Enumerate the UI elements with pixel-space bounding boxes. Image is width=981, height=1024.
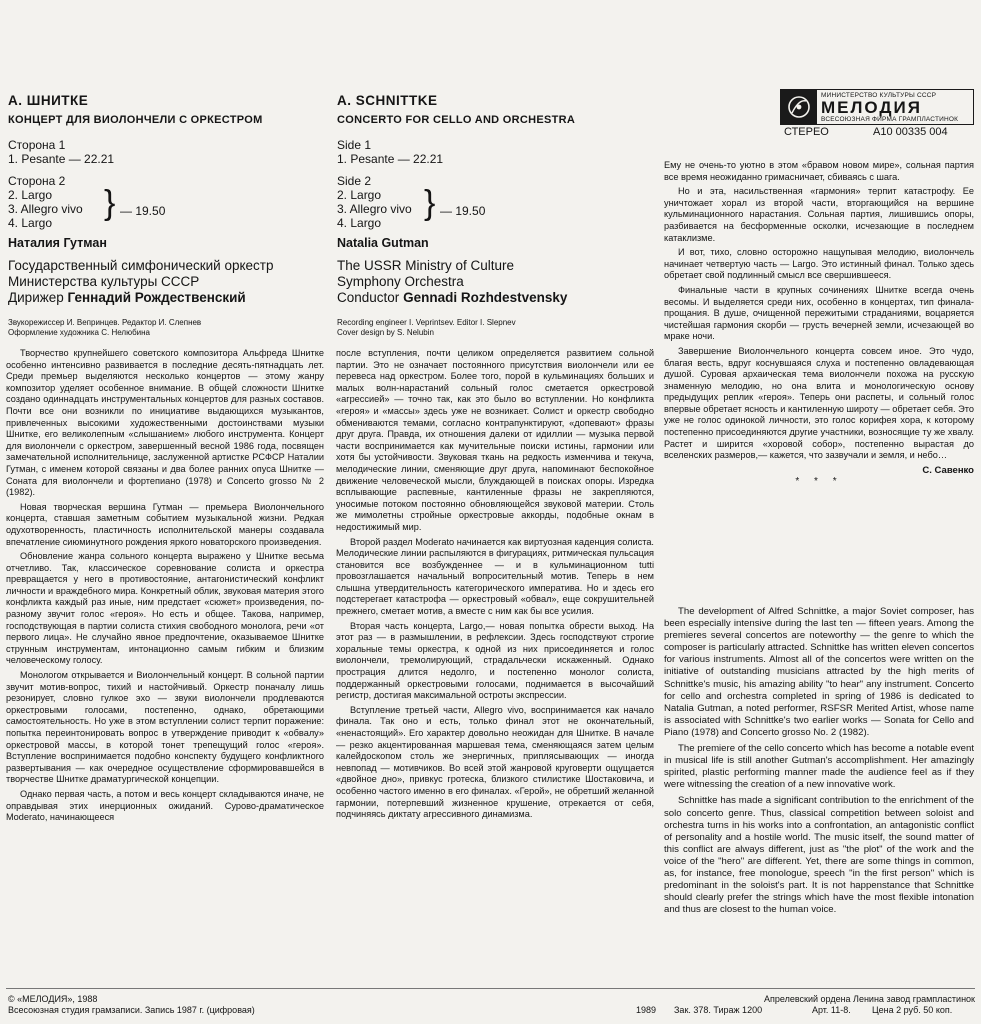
logo-firm: ВСЕСОЮЗНАЯ ФИРМА ГРАМПЛАСТИНОК (821, 115, 959, 123)
paragraph: The development of Alfred Schnittke, a major Soviet composer, has been especially intensive during the last ten — fifteen years. Among the premieres several concertos are noteworthy — the genre to which the composer is particularly attracted. Schnittke has written eleven concertos for various instruments. Almost all of the concertos were written on the initiative of outstanding musicians attracted by the high merits of Schnittke's music, his amazing ability "to hear" any instrument. Concerto for cello and orchestra completed in spring of 1986 is dedicated to Natalia Gutman, a noted performer, RSFSR Merited Artist, whose name is associated with Schnittke's two earlier works — Sonata for Cello and Piano (1978) and Concerto grosso No. 2 (1982). (664, 606, 974, 738)
en-orchestra (337, 258, 567, 306)
paragraph: The premiere of the cello concerto which has become a notable event in musical life is still another Gutman's accomplishment. Her amazingly spirited, plastic performing manner made the audience feel as if they were witnessing the creation of a new innovative work. (664, 743, 974, 791)
footer-copyright: © «МЕЛОДИЯ», 1988 (8, 994, 98, 1004)
en-side2-track: 3. Allegro vivo (337, 202, 412, 216)
brace-icon: } (424, 184, 436, 222)
author-signature: С. Савенко (922, 464, 974, 476)
section-separator: * * * (795, 476, 843, 488)
footer-divider (6, 988, 975, 989)
ru-side2-track: 4. Largo (8, 216, 53, 230)
en-credits (337, 318, 516, 338)
paragraph: Но и эта, насильственная «гармония» терпит катастрофу. Ее уничтожает хорал из второй части, вторгающийся на вершине кульминационного нарастания. Сольная партия, лишившись опоры, разбивается на бесформенные осколки, исчезающие в последнем катаклизме. (664, 186, 974, 243)
catalog-number: А10 00335 004 (873, 126, 948, 138)
paragraph: Финальные части в крупных сочинениях Шнитке всегда очень весомы. И выделяется среди них, особенно в концертах, тип финала-прощания. В душе, очищенной пережитыми страданиями, воцаряется чистейшая гармония скорби — грусть вечерней земли, исчезающей во мраке ночи. (664, 284, 974, 342)
paragraph: Ему не очень-то уютно в этом «бравом новом мире», сольная партия все время неожиданно гримасничает, сбиваясь с шага. (664, 160, 974, 182)
ru-side1-label: Сторона 1 (8, 138, 66, 152)
footer-studio: Всесоюзная студия грамзаписи. Запись 1987 г. (цифровая) (8, 1005, 255, 1015)
paragraph: Обновление жанра сольного концерта выражено у Шнитке весьма отчетливо. Так, классическое соревнование солиста и оркестра превращается у него в противостояние, антагонистический конфликт личности и враждебного мира. Конкретный облик, звуковая материя этого конфликта каждый раз иные, ним предстает «сюжет» произведения, по-разному звучит голос «героя». Но есть и общее. Такова, например, господствующая в партии солиста стихия свободного монолога, речи «от первого лица». Не случайно явное предпочтение, оказываемое Шнитке струнным инструментам, интонационно самым гибким и близким человеческому голосу. (6, 551, 324, 666)
ru-side1 (8, 138, 114, 166)
en-side1 (337, 138, 443, 166)
logo-ministry: МИНИСТЕРСТВО КУЛЬТУРЫ СССР (821, 91, 937, 99)
ru-side2-track: 3. Allegro vivo (8, 202, 83, 216)
ru-soloist: Наталия Гутман (8, 236, 107, 250)
en-conductor-name: Gennadi Rozhdestvensky (403, 290, 568, 305)
ru-title: КОНЦЕРТ ДЛЯ ВИОЛОНЧЕЛИ С ОРКЕСТРОМ (8, 114, 263, 126)
paragraph: Вторая часть концерта, Largo,— новая попытка обрести выход. На этот раз — в размышлении, в рефлексии. Здесь господствуют строгие хоральные темы оркестра, к одной из них присоединяется и голос виолончели, тремолирующий, страдальчески искаженный. Однако прострация длится недолго, и постепенно монолог солиста, поддержанный оркестровыми голосами, поднимается в высочайший регистр, достигая максимальной остроты экспрессии. (336, 620, 654, 701)
footer-order: Зак. 378. Тираж 1200 (674, 1005, 763, 1015)
ru-conductor-prefix: Дирижер (8, 290, 64, 305)
ru-credits-line: Звукорежиссер И. Вепринцев. Редактор И. Слепнев (8, 318, 202, 327)
ru-text-column-2 (336, 348, 654, 824)
ru-orchestra-line: Министерства культуры СССР (8, 274, 200, 289)
ru-text-column-1 (6, 348, 324, 827)
ru-side2-track: 2. Largo (8, 188, 53, 202)
paragraph: Монологом открывается и Виолончельный концерт. В сольной партии звучит мотив-вопрос, тихий и настойчивый. Оркестр поначалу лишь резонирует, словно гулкое эхо — звуки виолончели продлеваются оркестровыми голосами, постепенно, однако, обретающими самостоятельность. Но уже в этом вступлении солист терпит поражение: попытка переинтонировать вопрос в утверждение приводит к «обвалу» оркестровой массы, в которой тонет трепещущий голос «героя». Вступление воспринимается подобно конспекту будущего конфликтного развертывания — как очередное осуществление сформировавшейся в творчестве Шнитке драматургической концепции. (6, 670, 324, 785)
ru-credits-line: Оформление художника С. Нелюбина (8, 328, 150, 337)
ru-side2 (8, 174, 228, 230)
footer-plant: Апрелевский ордена Ленина завод грампластинок (764, 994, 975, 1004)
ru-credits (8, 318, 201, 338)
footer-price: Цена 2 руб. 50 коп. (872, 1005, 953, 1015)
paragraph: Вступление третьей части, Allegro vivo, воспринимается как начало финала. Так оно и есть, только финал этот не окончательный, «ненастоящий». Его характер довольно неожидан для Шнитке. В начале — резко акцентированная маршевая тема, сменяющаяся затем целым калейдоскопом столь же энергичных, приплясывающих — иногда невпопад — мотивчиков. Во всей этой жанровой круговерти ощущается «двойное дно», привкус гротеска, близкого стилистике Шостаковича, и особенно частого именно в его финалах. «Герой», не обретший желанной гармонии, потерпевший жизненное крушение, отрекается от себя, подчиняясь диктату агрессивного динамизма. (336, 704, 654, 820)
en-orchestra-line: The USSR Ministry of Culture (337, 258, 515, 273)
en-conductor-prefix: Conductor (337, 290, 400, 305)
paragraph: Творчество крупнейшего советского композитора Альфреда Шнитке особенно интенсивно развивается в последние десять-пятнадцать лет. Среди премьер выделяются несколько концертов — этому жанру композитор уделяет особенное внимание. В общей сложности Шнитке создано одиннадцать инструментальных концертов для разных составов. Почти все они возникли по инициативе выдающихся музыкантов, привлеченных высокими художественными достоинствами музыки Шнитке, его великолепным «слышанием» любого инструмента. Концерт для виолончели с оркестром, завершенный весной 1986 года, посвящен замечательной исполнительнице, заслуженной артистке РСФСР Наталии Гутман, с именем которой связаны и два более ранних опуса Шнитке — Соната для виолончели и фортепиано (1978) и Concerto grosso № 2 (1982). (6, 348, 324, 498)
footer-art: Арт. 11-8. (812, 1005, 851, 1015)
en-title: CONCERTO FOR CELLO AND ORCHESTRA (337, 114, 576, 126)
ru-side1-track: 1. Pesante — 22.21 (8, 152, 115, 166)
paragraph: Schnittke has made a significant contribution to the enrichment of the solo concerto genre. Thus, classical competition between soloist and orchestra turns in his works into a confrontation, an antagonistic conflict of personality and a hostile world. The music itself, the sound matter of this conflict are always different, just as "the plot" of the work and the voice of the "hero" are different. Yet, there are some things in common, as, for instance, free monologue, speech "in the first person" which is predominant in the soloist's part. It is not happenstance that Schnittke should clearly prefer the strings which have the most flexible intonation and thus are closest to the human voice. (664, 795, 974, 916)
record-note-icon (786, 95, 812, 119)
brace-icon: } (104, 184, 116, 222)
paragraph: Завершение Виолончельного концерта совсем иное. Это чудо, благая весть, вдруг коснувшаяся слуха и постепенно овладевающая душой. Суровая архаическая тема виолончели похожа на русскую знаменную мелодию, но она влита и монологическую основу предыдущих реплик «героя». Теперь они распеты, и сольный голос впервые обретает ясность и кантиленную широту — обретает себя. Это уже не голос одинокой личности, это голос корифея хора, к которому постепенно присоединяются другие участники, возносящие ту же хвалу. Растет и ширится «хоровой собор», постепенно вырастая до вселенских размеров,— кажется, что зазвучали и земля, и небо… (664, 345, 974, 461)
footer-year: 1989 (636, 1005, 657, 1015)
en-composer: A. SCHNITTKE (337, 93, 438, 108)
ru-orchestra (8, 258, 273, 306)
en-text-column (664, 606, 974, 920)
paragraph: И вот, тихо, словно осторожно нащупывая мелодию, виолончель начинает четвертую часть — Largo. Это истинный финал. Только здесь обретает свой подлинный смысл все свершившееся. (664, 247, 974, 281)
ru-text-column-3 (664, 160, 974, 488)
paragraph: Однако первая часть, а потом и весь концерт складываются иначе, не оправдывая этих инерционных ожиданий. Сурово-драматическое Moderato, начинающееся (6, 788, 324, 823)
paragraph: Второй раздел Moderato начинается как виртуозная каденция солиста. Мелодические линии распыляются в фигурациях, ритмическая пульсация становится все возбужденнее — и в кульминационном tutti провозглашается начальный вопросительный мотив. Теперь в нем слышна утвердительность категорического императива. Но и здесь его подстерегает катастрофа — оркестровый «обвал», еще сокрушительней прежнего, сметает мотив, а вместе с ним как бы все усилия. (336, 536, 654, 617)
en-side2-track: 4. Largo (337, 216, 382, 230)
en-side1-label: Side 1 (337, 138, 372, 152)
ru-composer: А. ШНИТКЕ (8, 93, 89, 108)
footer-left (8, 994, 255, 1016)
ru-side2-duration: — 19.50 (120, 204, 166, 218)
melodiya-mark-icon (781, 90, 817, 124)
paragraph: после вступления, почти целиком определяется развитием сольной партии. Это не означает постоянного присутствия виолончели или ее перевеса над оркестром. Более того, порой в кульминациях больших и малых волн-нарастаний сольный голос сметается оркестровой «агрессией» — точно так, как это было во вступлении. Но конфликта «героя» и «массы» здесь уже не возникает. Солист и оркестр свободно обмениваются темами, согласно контрапунктируют, «допевают» фразы друг друга. Правда, их отношения далеки от идиллии — музыка первой части воспринимается как мучительные поиски истины, гармонии или хотя бы устойчивости. Звуковая ткань на редкость изменчива и текуча, мелодические линии, сменяющие друг друга, напоминают беспокойное движение человеческой мысли, блуждающей в поисках опоры. Изредка всплывающие распевные, кантиленные фразы не закрепляются, уносимые потоком постоянно обновляющейся звуковой материи. Столь же мимолетны стройные оркестровые аккорды, подобные окнам в недостижимый мир. (336, 348, 654, 532)
ru-side2-label: Сторона 2 (8, 174, 66, 188)
en-side2-label: Side 2 (337, 174, 372, 188)
en-side2-track: 2. Largo (337, 188, 382, 202)
melodiya-logo (780, 89, 974, 125)
stereo-label: СТЕРЕО (784, 126, 829, 138)
en-credits-line: Cover design by S. Nelubin (337, 328, 434, 337)
en-side1-track: 1. Pesante — 22.21 (337, 152, 444, 166)
en-orchestra-line: Symphony Orchestra (337, 274, 464, 289)
ru-conductor-name: Геннадий Рождественский (67, 290, 246, 305)
en-conductor (337, 290, 567, 306)
melodiya-logo-text (817, 90, 962, 124)
logo-brand: МЕЛОДИЯ (821, 97, 922, 117)
en-soloist: Natalia Gutman (337, 236, 429, 250)
en-side2-duration: — 19.50 (440, 204, 486, 218)
paragraph: Новая творческая вершина Гутман — премьера Виолончельного концерта, ставшая заметным событием музыкальной жизни. Редкая одухотворенность, пластичность исполнительской манеры создавала впечатление сиюминутного рождения яркого новаторского произведения. (6, 501, 324, 547)
ru-orchestra-line: Государственный симфонический оркестр (8, 258, 274, 273)
ru-conductor (8, 290, 273, 306)
en-credits-line: Recording engineer I. Veprintsev. Editor I. Slepnev (337, 318, 516, 327)
en-side2 (337, 174, 557, 230)
